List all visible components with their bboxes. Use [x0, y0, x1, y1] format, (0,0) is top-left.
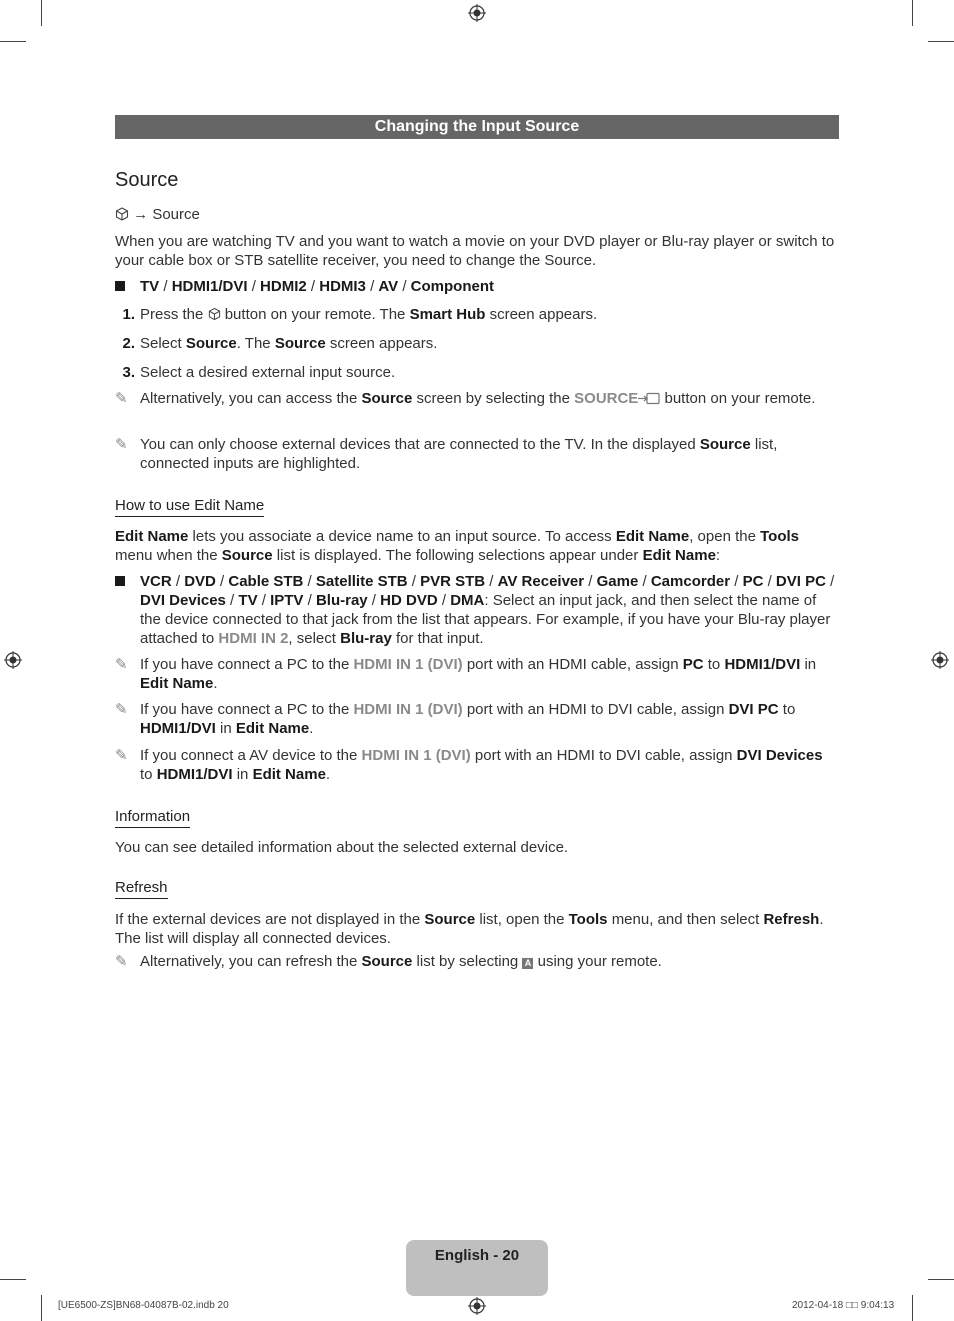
- cube-menu-icon: [208, 307, 221, 321]
- crop-mark: [41, 0, 42, 26]
- device-names-list: VCR / DVD / Cable STB / Satellite STB / PVR STB / AV Receiver / Game / Camcorder / PC / DVI PC / DVI Devices / TV / IPTV / Blu-ray / HD DVD / DMA: Select an input jack, and then select the name of the device connected to that jack from the list that appears. For example, if you have your Blu-ray player attached to HDMI IN 2, select Blu-ray for that input.: [140, 573, 835, 647]
- step-number: 1.: [122, 306, 135, 323]
- crop-mark: [0, 41, 26, 42]
- step-number: 3.: [122, 364, 135, 381]
- page-number-tab: English - 20: [406, 1240, 548, 1296]
- menu-path: → Source: [115, 205, 839, 224]
- information-heading: Information: [115, 807, 190, 828]
- note-pc-dvi: If you have connect a PC to the HDMI IN 1 (DVI) port with an HDMI to DVI cable, assign DVI PC to HDMI1/DVI in Edit Name.: [140, 701, 796, 737]
- footer-timestamp: 2012-04-18 □□ 9:04:13: [792, 1300, 895, 1311]
- pencil-note-icon: ✎: [115, 747, 128, 764]
- registration-mark-icon: [931, 651, 949, 669]
- crop-mark: [41, 1295, 42, 1321]
- square-bullet-icon: [115, 277, 137, 296]
- intro-paragraph: When you are watching TV and you want to watch a movie on your DVD player or Blu-ray player or switch to your cable box or STB satellite receiver, you need to change the Source.: [115, 233, 835, 269]
- step-2: Select Source. The Source screen appears.: [140, 335, 438, 352]
- registration-mark-icon: [468, 1297, 486, 1315]
- cube-menu-icon: [115, 207, 129, 221]
- registration-mark-icon: [4, 651, 22, 669]
- registration-mark-icon: [468, 4, 486, 22]
- crop-mark: [928, 1279, 954, 1280]
- pencil-note-icon: ✎: [115, 436, 128, 453]
- pencil-note-icon: ✎: [115, 390, 128, 407]
- refresh-heading: Refresh: [115, 878, 168, 899]
- step-number: 2.: [122, 335, 135, 352]
- page-title: Source: [115, 169, 179, 191]
- a-button-icon: A: [522, 958, 533, 969]
- footer-file-info: [UE6500-ZS]BN68-04087B-02.indb 20: [58, 1300, 229, 1311]
- note-refresh: Alternatively, you can refresh the Source list by selecting A using your remote.: [140, 953, 662, 970]
- edit-name-heading: How to use Edit Name: [115, 496, 264, 517]
- crop-mark: [0, 1279, 26, 1280]
- note-av-dvi: If you connect a AV device to the HDMI IN 1 (DVI) port with an HDMI to DVI cable, assign DVI Devices to HDMI1/DVI in Edit Name.: [140, 747, 823, 783]
- refresh-paragraph: If the external devices are not displayed in the Source list, open the Tools menu, and then select Refresh. The list will display all connected devices.: [115, 911, 824, 947]
- note-source-button: Alternatively, you can access the Source screen by selecting the SOURCE button on your remote.: [140, 390, 816, 407]
- pencil-note-icon: ✎: [115, 953, 128, 970]
- source-input-icon: [638, 392, 660, 405]
- square-bullet-icon: [115, 572, 137, 591]
- section-header: Changing the Input Source: [115, 115, 839, 139]
- edit-name-paragraph: Edit Name lets you associate a device name to an input source. To access Edit Name, open the Tools menu when the Source list is displayed. The following selections appear under Edit Name:: [115, 528, 799, 564]
- pencil-note-icon: ✎: [115, 701, 128, 718]
- note-pc-hdmi: If you have connect a PC to the HDMI IN 1 (DVI) port with an HDMI cable, assign PC to HDMI1/DVI in Edit Name.: [140, 656, 817, 692]
- crop-mark: [928, 41, 954, 42]
- step-3: Select a desired external input source.: [140, 364, 396, 381]
- step-1: Press the button on your remote. The Smart Hub screen appears.: [140, 306, 598, 323]
- information-paragraph: You can see detailed information about the selected external device.: [115, 839, 569, 856]
- crop-mark: [912, 1295, 913, 1321]
- note-connected-devices: You can only choose external devices that are connected to the TV. In the displayed Source list, connected inputs are highlighted.: [140, 436, 778, 472]
- source-list: TV / HDMI1/DVI / HDMI2 / HDMI3 / AV / Component: [140, 278, 494, 295]
- crop-mark: [912, 0, 913, 26]
- pencil-note-icon: ✎: [115, 656, 128, 673]
